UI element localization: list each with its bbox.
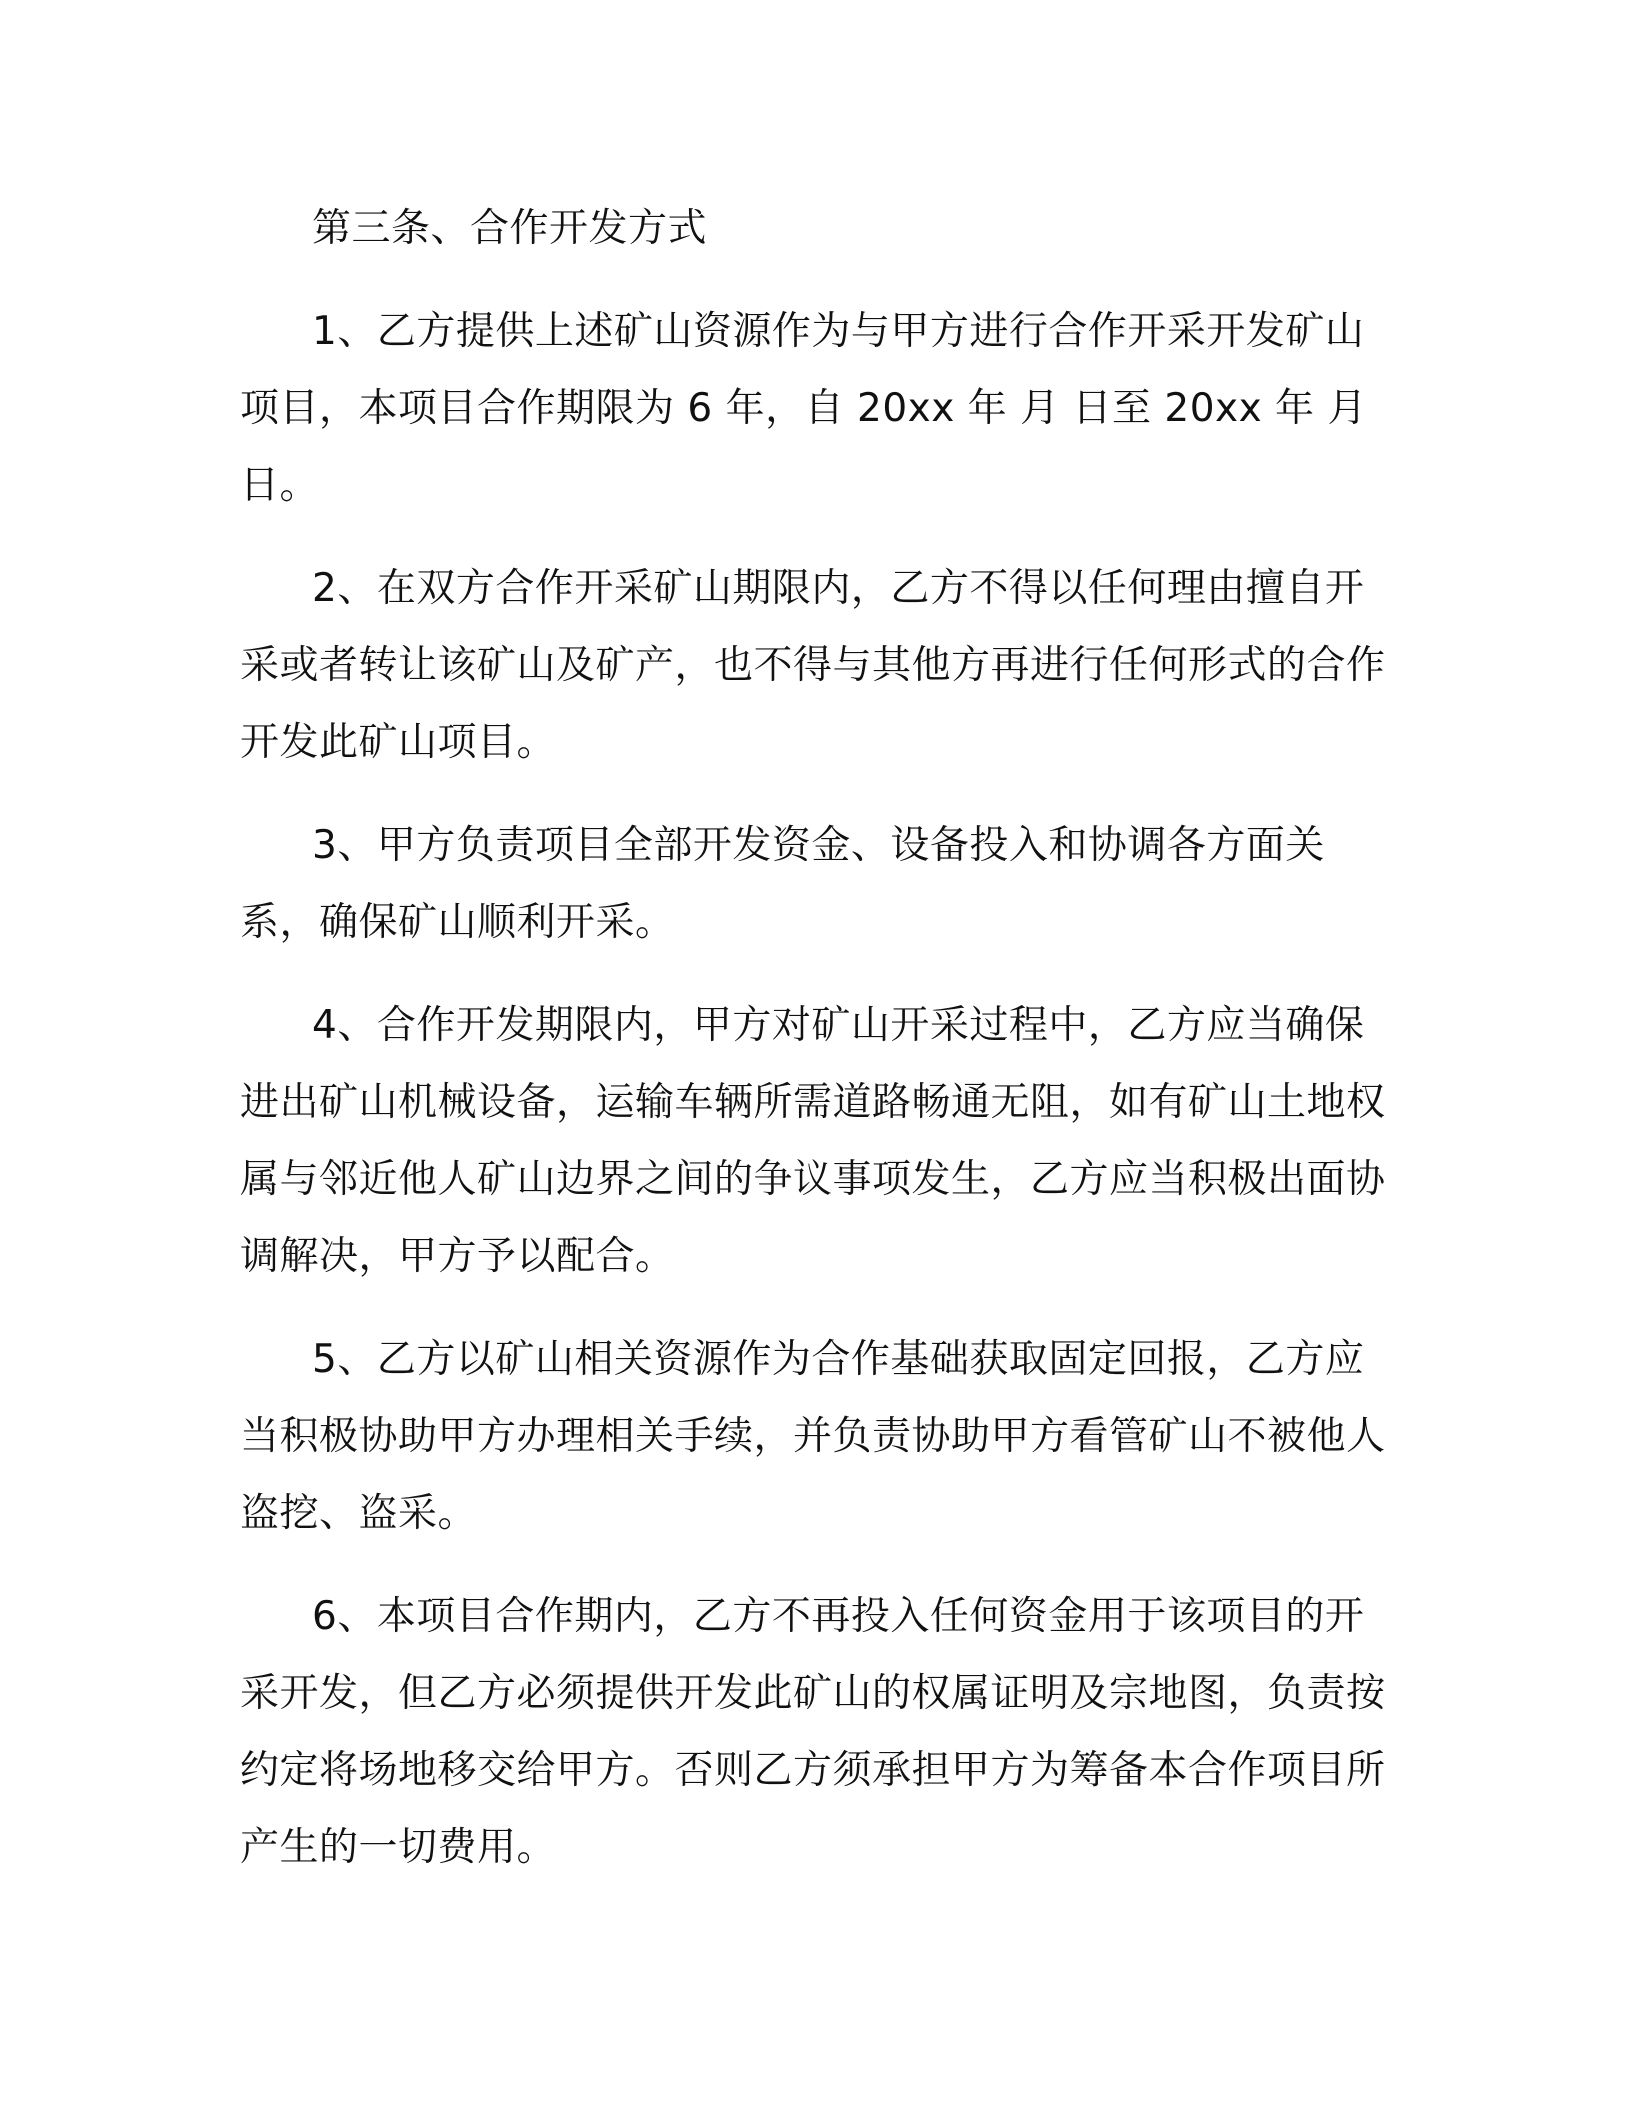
clause-4: 4、合作开发期限内，甲方对矿山开采过程中，乙方应当确保进出矿山机械设备，运输车辆所需道路畅通无阻，如有矿山土地权属与邻近他人矿山边界之间的争议事项发生，乙方应当积极出面协调解决，甲方予以配合。 [240, 1003, 1386, 1279]
section-heading: 第三条、合作开发方式 [312, 206, 708, 251]
clause-6: 6、本项目合作期内，乙方不再投入任何资金用于该项目的开采开发，但乙方必须提供开发此矿山的权属证明及宗地图，负责按约定将场地移交给甲方。否则乙方须承担甲方为筹备本合作项目所产生的一切费用。 [240, 1594, 1386, 1870]
clause-2: 2、在双方合作开采矿山期限内，乙方不得以任何理由擅自开采或者转让该矿山及矿产，也不得与其他方再进行任何形式的合作开发此矿山项目。 [240, 566, 1386, 765]
clause-1: 1、乙方提供上述矿山资源作为与甲方进行合作开采开发矿山项目，本项目合作期限为 6 年，自 20xx 年 月 日至 20xx 年 月 日。 [240, 309, 1367, 508]
clause-3: 3、甲方负责项目全部开发资金、设备投入和协调各方面关系，确保矿山顺利开采。 [240, 823, 1325, 945]
document-body [240, 190, 1400, 1912]
clause-5: 5、乙方以矿山相关资源作为合作基础获取固定回报，乙方应当积极协助甲方办理相关手续，并负责协助甲方看管矿山不被他人盗挖、盗采。 [240, 1337, 1386, 1536]
